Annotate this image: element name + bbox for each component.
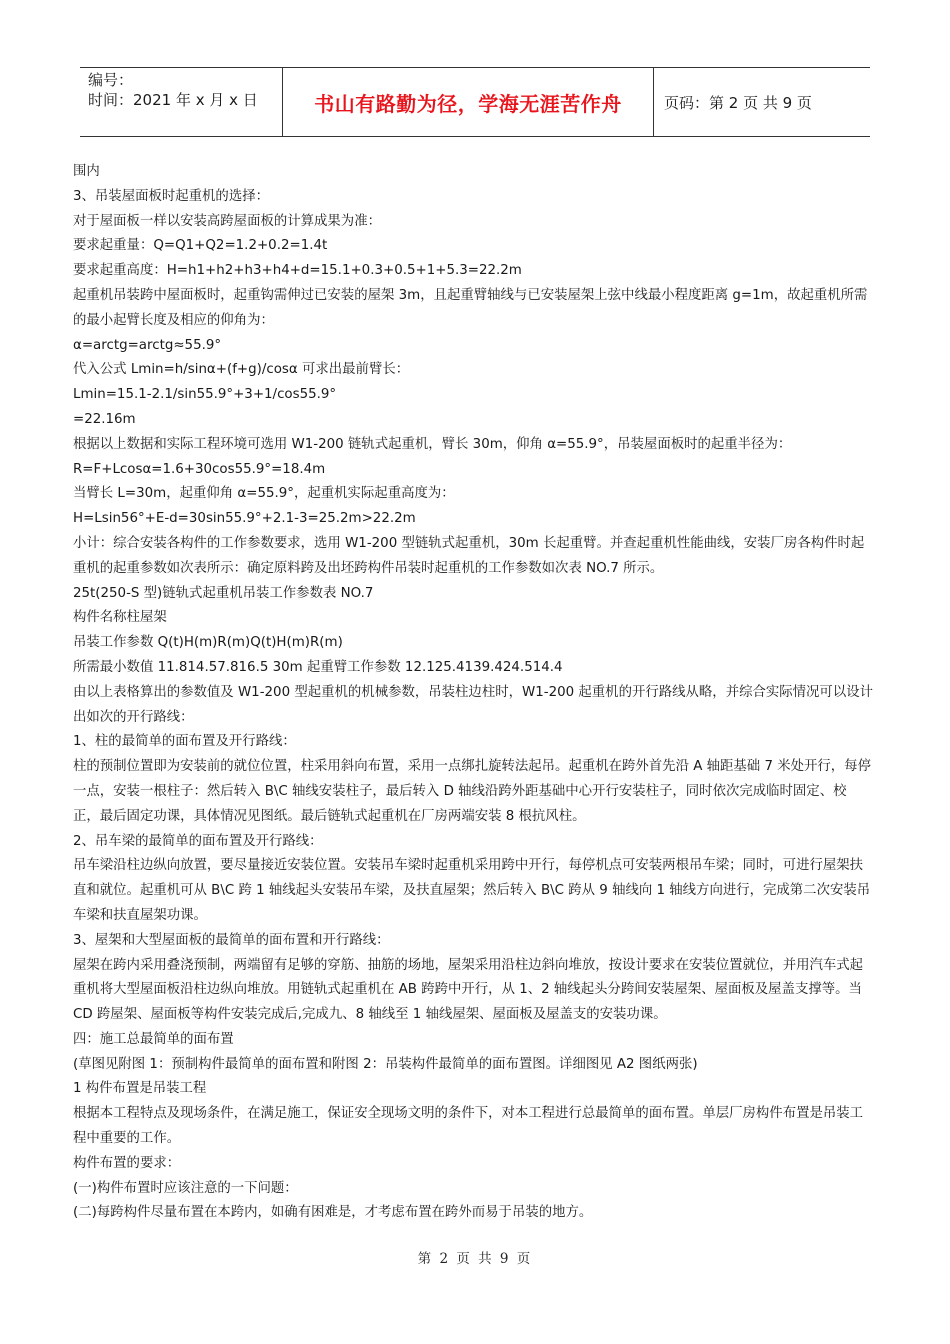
body-paragraph: 围内: [73, 164, 100, 179]
body-paragraph: (草图见附图 1：预制构件最简单的面布置和附图 2：吊装构件最简单的面布置图。详细图见 A2 图纸两张): [73, 1056, 698, 1072]
document-date: 时间：2021 年 x 月 x 日: [88, 91, 258, 109]
body-paragraph: =22.16m: [73, 411, 136, 427]
body-paragraph: 柱的预制位置即为安装前的就位位置，柱采用斜向布置，采用一点绑扎旋转法起吊。起重机在跨外首先沿 A 轴距基础 7 米处开行，每停一点，安装一根柱子：然后转入 B\C 轴线安装柱子，最后转入 D 轴线沿跨外距基础中心开行安装柱子，同时依次完成临时固定、校正，最后固定功课，具体情况见图纸。最后链轨式起重机在厂房两端安装 8 根抗风柱。: [73, 759, 871, 824]
body-paragraph: 当臂长 L=30m，起重仰角 α=55.9°，起重机实际起重高度为：: [73, 486, 455, 502]
body-paragraph: 3、屋架和大型屋面板的最简单的面布置和开行路线：: [73, 932, 390, 948]
body-paragraph: 1、柱的最简单的面布置及开行路线：: [73, 734, 296, 750]
body-paragraph: 要求起重高度：H=h1+h2+h3+h4+d=15.1+0.3+0.5+1+5.3=22.2m: [73, 263, 522, 279]
body-paragraph: 2、吊车梁的最简单的面布置及开行路线：: [73, 833, 323, 849]
body-paragraph: Lmin=15.1-2.1/sin55.9°+3+1/cos55.9°: [73, 387, 337, 403]
body-paragraph: 屋架在跨内采用叠浇预制，两端留有足够的穿筋、抽筋的场地，屋架采用沿柱边斜向堆放，按设计要求在安装位置就位，并用汽车式起重机将大型屋面板沿柱边纵向堆放。用链轨式起重机在 AB 跨跨中开行，从 1、2 轴线起头分跨间安装屋架、屋面板及屋盖支撑等。当 CD 跨屋架、屋面板等构件安装完成后,完成九、8 轴线至 1 轴线屋架、屋面板及屋盖支的安装功课。: [73, 957, 864, 1023]
body-paragraph: 构件名称柱屋架: [73, 610, 167, 626]
body-paragraph: 构件布置的要求：: [73, 1155, 181, 1171]
body-paragraph: 要求起重量：Q=Q1+Q2=1.2+0.2=1.4t: [73, 238, 328, 254]
body-paragraph: 四：施工总最简单的面布置: [73, 1031, 234, 1047]
body-paragraph: 由以上表格算出的参数值及 W1-200 型起重机的机械参数，吊装柱边柱时，W1-200 起重机的开行路线从略，并综合实际情况可以设计出如次的开行路线：: [73, 684, 873, 725]
document-body: [73, 160, 873, 1226]
header-meta: [80, 68, 282, 136]
body-paragraph: 吊车梁沿柱边纵向放置，要尽量接近安装位置。安装吊车梁时起重机采用跨中开行，每停机点可安装两根吊车梁；同时，可进行屋架扶直和就位。起重机可从 B\C 跨 1 轴线起头安装吊车梁，及扶直屋架；然后转入 B\C 跨从 9 轴线向 1 轴线方向进行，完成第二次安装吊车梁和扶直屋架功课。: [73, 858, 871, 923]
body-paragraph: 吊装工作参数 Q(t)H(m)R(m)Q(t)H(m)R(m): [73, 635, 343, 651]
body-paragraph: H=Lsin56°+E-d=30sin55.9°+2.1-3=25.2m>22.2m: [73, 511, 416, 527]
page-header: [80, 67, 870, 137]
page-footer: 第 2 页 共 9 页: [417, 1251, 533, 1267]
body-paragraph: 小计：综合安装各构件的工作参数要求，选用 W1-200 型链轨式起重机，30m 长起重臂。并查起重机性能曲线，安装厂房各构件时起重机的起重参数如次表所示：确定原料跨及出坯跨构件吊装时起重机的工作参数如次表 NO.7 所示。: [73, 535, 865, 576]
header-page-number: 页码：第 2 页 共 9 页: [664, 93, 812, 112]
document-number: 编号：: [88, 71, 134, 89]
body-paragraph: 25t(250-S 型)链轨式起重机吊装工作参数表 NO.7: [73, 585, 374, 601]
body-paragraph: R=F+Lcosα=1.6+30cos55.9°=18.4m: [73, 461, 326, 477]
header-motto: 书山有路勤为径，学海无涯苦作舟: [282, 68, 654, 136]
body-paragraph: 根据本工程特点及现场条件，在满足施工，保证安全现场文明的条件下，对本工程进行总最简单的面布置。单层厂房构件布置是吊装工程中重要的工作。: [73, 1106, 864, 1147]
body-paragraph: (二)每跨构件尽量布置在本跨内，如确有困难是，才考虑布置在跨外而易于吊装的地方。: [73, 1205, 593, 1221]
body-paragraph: 根据以上数据和实际工程环境可选用 W1-200 链轨式起重机，臂长 30m，仰角 α=55.9°，吊装屋面板时的起重半径为：: [73, 436, 792, 452]
body-paragraph: 起重机吊装跨中屋面板时，起重钩需伸过已安装的屋架 3m，且起重臂轴线与已安装屋架上弦中线最小程度距离 g=1m，故起重机所需的最小起臂长度及相应的仰角为：: [73, 287, 868, 328]
body-paragraph: α=arctg=arctg≈55.9°: [73, 337, 222, 353]
body-paragraph: (一)构件布置时应该注意的一下问题：: [73, 1180, 298, 1196]
body-paragraph: 代入公式 Lmin=h/sinα+(f+g)/cosα 可求出最前臂长：: [73, 362, 410, 378]
body-paragraph: 3、吊装屋面板时起重机的选择：: [73, 188, 269, 204]
body-paragraph: 1 构件布置是吊装工程: [73, 1081, 207, 1097]
body-paragraph: 对于屋面板一样以安装高跨屋面板的计算成果为准：: [73, 213, 381, 229]
body-paragraph: 所需最小数值 11.814.57.816.5 30m 起重臂工作参数 12.125.4139.424.514.4: [73, 659, 563, 675]
